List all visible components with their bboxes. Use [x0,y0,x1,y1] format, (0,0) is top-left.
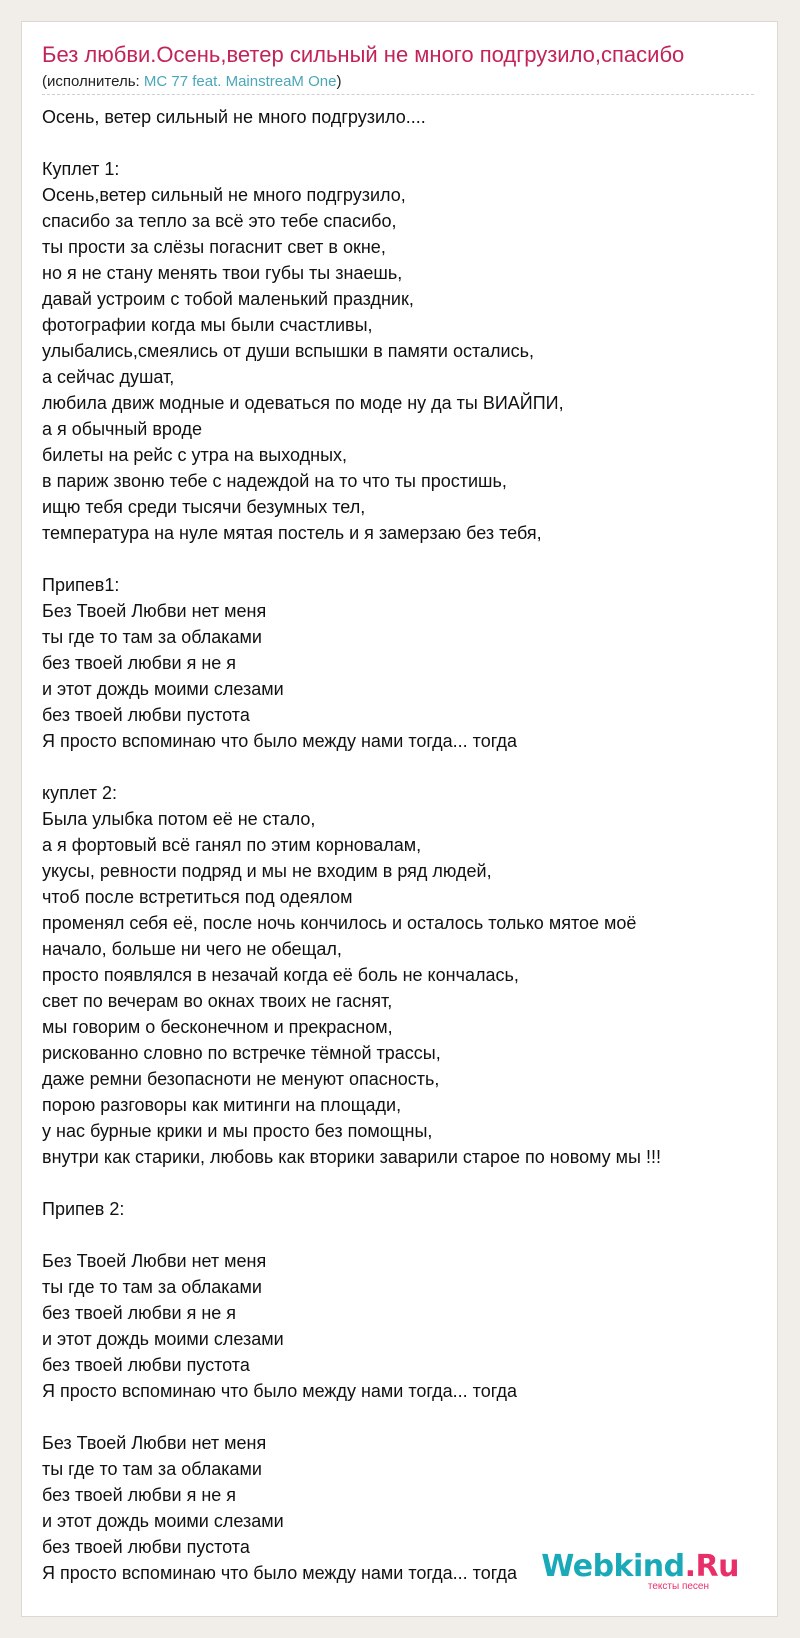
lyric-line: без твоей любви пустота [42,1355,250,1375]
lyric-line [42,1222,757,1248]
lyric-line: ты где то там за облаками [42,627,262,647]
artist-prefix: (исполнитель: [42,73,144,90]
lyric-line: даже ремни безопасноти не менуют опасность, [42,1069,440,1089]
song-title: Без любви.Осень,ветер сильный не много подгрузило,спасибо [42,42,685,67]
lyric-line: а я обычный вроде [42,419,203,439]
lyric-line: и этот дождь моими слезами [42,679,284,699]
lyric-line [42,546,757,572]
lyric-line [42,1404,757,1430]
lyric-line: и этот дождь моими слезами [42,1329,284,1349]
header-divider [42,94,754,95]
watermark-tagline: тексты песен [647,1581,709,1592]
lyric-line: Была улыбка потом её не стало, [42,809,316,829]
lyric-line: променял себя её, после ночь кончилось и осталось только мятое моё [42,913,637,933]
lyric-line: фотографии когда мы были счастливы, [42,315,373,335]
webkind-watermark [541,1549,739,1592]
lyric-line: без твоей любви я не я [42,1303,237,1323]
lyric-line: без твоей любви я не я [42,1485,237,1505]
lyric-line: билеты на рейс с утра на выходных, [42,445,348,465]
lyric-line: давай устроим с тобой маленький праздник, [42,289,414,309]
lyric-line: Я просто вспоминаю что было между нами тогда... тогда [42,1381,517,1401]
lyric-line: Куплет 1: [42,159,120,179]
lyric-line: свет по вечерам во окнах твоих не гаснят, [42,991,393,1011]
lyric-line: ты где то там за облаками [42,1277,262,1297]
lyric-line: но я не стану менять твои губы ты знаешь, [42,263,403,283]
watermark-logo [541,1549,739,1584]
lyric-line: в париж звоню тебе с надеждой на то что ты простишь, [42,471,507,491]
lyric-line: Без Твоей Любви нет меня [42,1251,267,1271]
lyric-line [42,1170,757,1196]
lyric-line: Осень, ветер сильный не много подгрузило.... [42,107,426,127]
lyric-line: Я просто вспоминаю что было между нами тогда... тогда [42,731,517,751]
lyric-line: просто появлялся в незачай когда её боль не кончалась, [42,965,519,985]
lyric-line: Припев 2: [42,1199,125,1219]
lyric-line: и этот дождь моими слезами [42,1511,284,1531]
lyric-line: ты прости за слёзы погаснит свет в окне, [42,237,386,257]
artist-line [42,73,341,91]
watermark-brand: Webkind [541,1549,685,1584]
lyric-line: температура на нуле мятая постель и я замерзаю без тебя, [42,523,542,543]
lyric-line: у нас бурные крики и мы просто без помощны, [42,1121,433,1141]
artist-link[interactable]: MC 77 feat. MainstreaM One [143,73,337,90]
lyric-line [42,130,757,156]
lyric-line: без твоей любви пустота [42,1537,250,1557]
lyric-line: ты где то там за облаками [42,1459,262,1479]
lyric-line: куплет 2: [42,783,117,803]
lyric-line: без твоей любви я не я [42,653,237,673]
lyric-line: Я просто вспоминаю что было между нами тогда... тогда [42,1563,517,1583]
lyric-line: Без Твоей Любви нет меня [42,601,267,621]
lyric-line: любила движ модные и одеваться по моде ну да ты ВИАЙПИ, [42,393,564,413]
lyric-line: укусы, ревности подряд и мы не входим в ряд людей, [42,861,492,881]
lyrics-text [42,104,757,1586]
lyric-line: спасибо за тепло за всё это тебе спасибо, [42,211,397,231]
lyric-line [42,754,757,780]
lyric-line: улыбались,смеялись от души вспышки в памяти остались, [42,341,534,361]
lyric-line: начало, больше ни чего не обещал, [42,939,342,959]
lyric-line: Припев1: [42,575,120,595]
watermark-tld: .Ru [684,1549,739,1584]
lyric-line: внутри как старики, любовь как вторики заварили старое по новому мы !!! [42,1147,661,1167]
lyric-line: без твоей любви пустота [42,705,250,725]
lyric-line: мы говорим о бесконечном и прекрасном, [42,1017,393,1037]
lyric-line: ищю тебя среди тысячи безумных тел, [42,497,366,517]
lyric-line: а я фортовый всё ганял по этим корновалам, [42,835,422,855]
lyric-line: Осень,ветер сильный не много подгрузило, [42,185,406,205]
artist-suffix: ) [336,73,342,90]
lyric-line: Без Твоей Любви нет меня [42,1433,267,1453]
lyric-line: порою разговоры как митинги на площади, [42,1095,402,1115]
lyrics-card [21,21,778,1617]
lyric-line: чтоб после встретиться под одеялом [42,887,353,907]
lyric-line: а сейчас душат, [42,367,175,387]
lyric-line: рискованно словно по встречке тёмной трассы, [42,1043,441,1063]
